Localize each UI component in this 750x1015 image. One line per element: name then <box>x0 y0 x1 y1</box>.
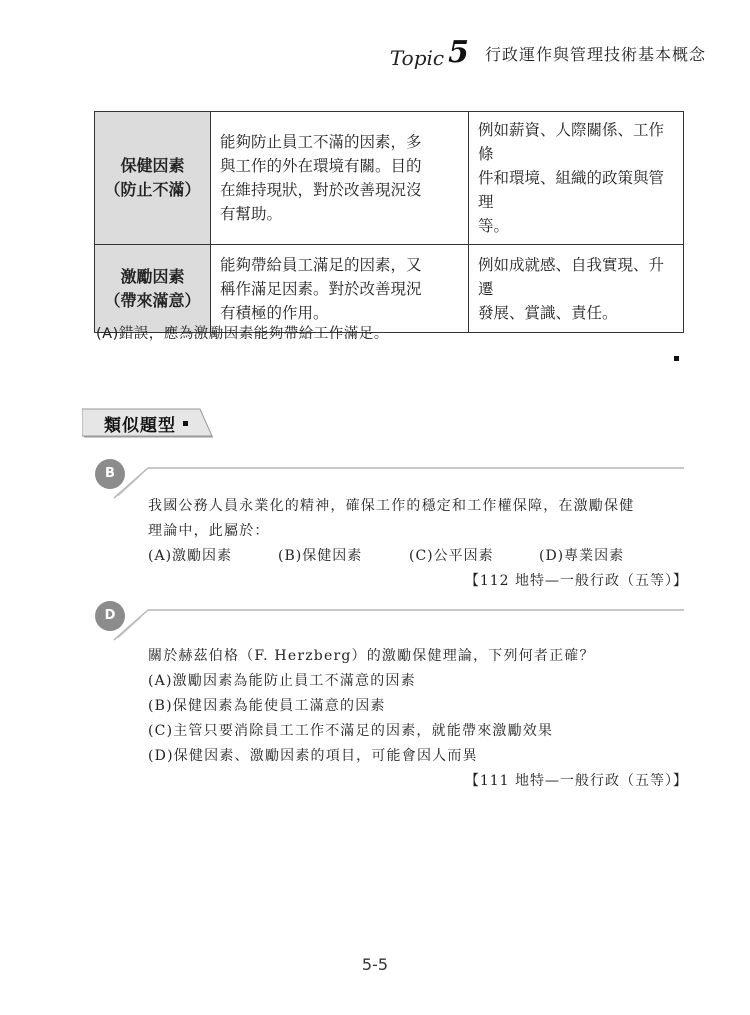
row-description <box>211 245 469 333</box>
answer-rule <box>100 604 690 644</box>
table-row-motivator <box>95 245 684 333</box>
table-row-hygiene <box>95 112 684 245</box>
chapter-title: 行政運作與管理技術基本概念 <box>484 45 706 64</box>
option-c: (C)主管只要消除員工工作不滿足的因素，就能帶來激勵效果 <box>148 723 554 739</box>
question-source: 【112 地特—一般行政（五等）】 <box>464 573 688 589</box>
topic-word: Topic <box>389 46 445 70</box>
option-a: (A)激勵因素 <box>148 548 233 564</box>
desc-line: 有幫助。 <box>220 205 283 223</box>
answer-badge: B <box>95 459 125 489</box>
label-line: 保健因素 <box>120 156 185 175</box>
desc-line: 在維持現狀，對於改善現況沒 <box>220 181 422 199</box>
example-line: 例如成就感、自我實現、升遷 <box>478 255 665 298</box>
desc-line: 有積極的作用。 <box>220 303 329 322</box>
factor-table <box>94 111 684 333</box>
option-c: (C)公平因素 <box>409 548 494 564</box>
option-b: (B)保健因素為能使員工滿意的因素 <box>148 698 386 714</box>
example-line: 等。 <box>478 217 510 235</box>
label-line: （帶來滿意） <box>104 290 201 310</box>
question-block <box>148 494 688 594</box>
label-line: （防止不滿） <box>104 180 201 199</box>
example-line: 件和環境、組織的政策與管理 <box>478 169 665 211</box>
desc-line: 與工作的外在環境有關。目的 <box>220 157 422 175</box>
answer-badge: D <box>95 601 125 631</box>
example-line: 例如薪資、人際關係、工作條 <box>478 121 665 163</box>
heading-square-mark <box>183 421 188 426</box>
desc-line: 能夠防止員工不滿的因素，多 <box>220 133 422 151</box>
row-label <box>95 245 211 333</box>
option-d: (D)專業因素 <box>539 548 625 564</box>
section-end-mark <box>674 356 679 361</box>
topic-number: 5 <box>448 35 469 70</box>
row-label <box>95 112 211 245</box>
row-description <box>211 112 469 245</box>
question-stem-line: 關於赫茲伯格（F. Herzberg）的激勵保健理論，下列何者正確？ <box>148 648 595 664</box>
explanation-text: (A)錯誤，應為激勵因素能夠帶給工作滿足。 <box>96 326 389 342</box>
label-line: 激勵因素 <box>120 266 185 286</box>
option-a: (A)激勵因素為能防止員工不滿意的因素 <box>148 673 416 689</box>
question-block <box>148 644 688 794</box>
similar-heading-text: 類似題型 <box>104 416 176 436</box>
question-stem-line: 我國公務人員永業化的精神，確保工作的穩定和工作權保障，在激勵保健 <box>148 498 635 514</box>
question-source: 【111 地特—一般行政（五等）】 <box>464 773 688 789</box>
desc-line: 稱作滿足因素。對於改善現況 <box>220 279 422 298</box>
desc-line: 能夠帶給員工滿足的因素，又 <box>220 255 422 274</box>
option-b: (B)保健因素 <box>278 548 363 564</box>
page-number: 5-5 <box>361 955 389 974</box>
question-stem-line: 理論中，此屬於： <box>148 523 270 539</box>
example-line: 發展、賞識、責任。 <box>478 303 618 322</box>
running-header <box>390 28 706 68</box>
row-example <box>469 245 684 333</box>
option-d: (D)保健因素、激勵因素的項目，可能會因人而異 <box>148 748 478 764</box>
option-row <box>148 544 688 569</box>
similar-questions-heading <box>82 406 214 438</box>
row-example <box>469 112 684 245</box>
